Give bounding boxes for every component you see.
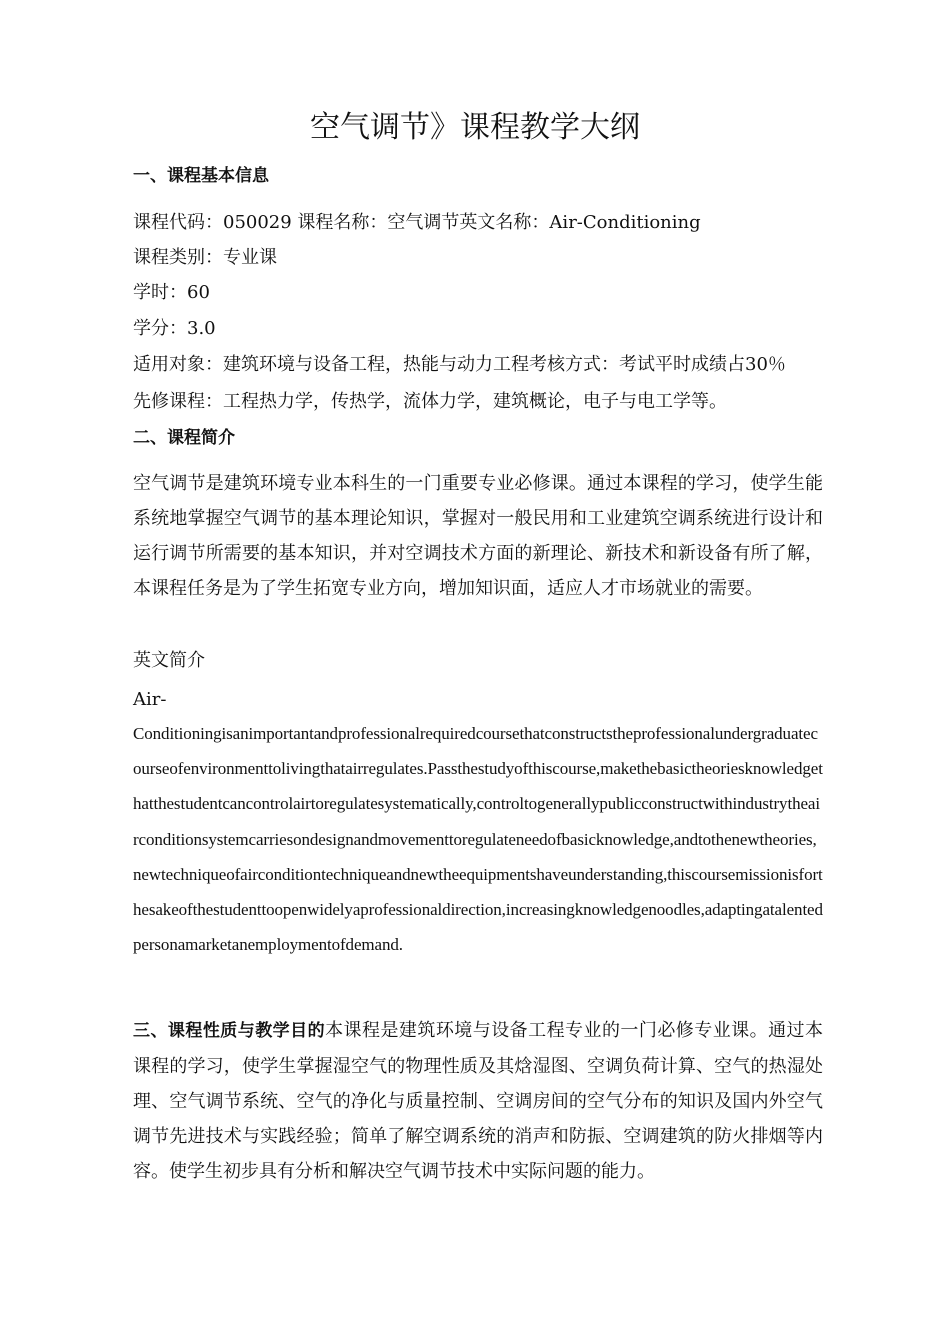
section-heading-introduction: 二、课程简介 — [133, 428, 235, 448]
info-line-course-code: 课程代码：050029 课程名称：空气调节英文名称：Air-Conditioning — [133, 212, 701, 233]
section-nature-and-purpose — [133, 1013, 823, 1189]
info-line-credits: 学分：3.0 — [133, 318, 216, 339]
document-title: 空气调节》课程教学大纲 — [310, 110, 640, 145]
info-line-prerequisites: 先修课程：工程热力学，传热学，流体力学，建筑概论，电子与电工学等。 — [133, 391, 727, 412]
section-heading-basic-info: 一、课程基本信息 — [133, 166, 269, 186]
info-line-hours: 学时：60 — [133, 282, 210, 303]
english-intro-label: 英文简介 — [133, 650, 205, 671]
info-line-audience: 适用对象：建筑环境与设备工程，热能与动力工程考核方式：考试平时成绩占30％ — [133, 354, 786, 375]
info-line-course-type: 课程类别：专业课 — [133, 247, 277, 268]
english-intro-first-line: Air- — [133, 689, 167, 710]
section-nature-purpose-text: 本课程是建筑环境与设备工程专业的一门必修专业课。通过本课程的学习，使学生掌握湿空气的物理性质及其焓湿图、空调负荷计算、空气的热湿处理、空气调节系统、空气的净化与质量控制、空调房间的空气分布的知识及国内外空气调节先进技术与实践经验；简单了解空调系统的消声和防振、空调建筑的防火排烟等内容。使学生初步具有分析和解决空气调节技术中实际问题的能力。 — [133, 1020, 824, 1182]
section-heading-nature-purpose: 三、课程性质与教学目的 — [133, 1021, 326, 1041]
english-intro-paragraph: Conditioningisanimportantandprofessionalrequiredcoursethatconstructstheprofessionalundergraduatecourseofenvironmenttolivingthatairregulates.Passthestudyofthiscourse,makethebasictheoriesknowledgethatthestudentcancontrolairtoregulatesystematically,controltogenerallypublicconstructwithindustrytheairconditionsystemcarriesondesignandmovementtoregulateneedofbasicknowledge,andtothenewtheories,newtechniqueofairconditiontechniqueandnewtheequipmentshaveunderstanding,thiscoursemissionisforthesakeofthestudenttoopenwidelyaprofessionaldirection,increasingknowledgenoodles,adaptingatalentedpersonamarketanemploymentofdemand. — [133, 724, 823, 955]
course-introduction-paragraph: 空气调节是建筑环境专业本科生的一门重要专业必修课。通过本课程的学习，使学生能系统地掌握空气调节的基本理论知识，掌握对一般民用和工业建筑空调系统进行设计和运行调节所需要的基本知识，并对空调技术方面的新理论、新技术和新设备有所了解，本课程任务是为了学生拓宽专业方向，增加知识面，适应人才市场就业的需要。 — [133, 473, 823, 599]
